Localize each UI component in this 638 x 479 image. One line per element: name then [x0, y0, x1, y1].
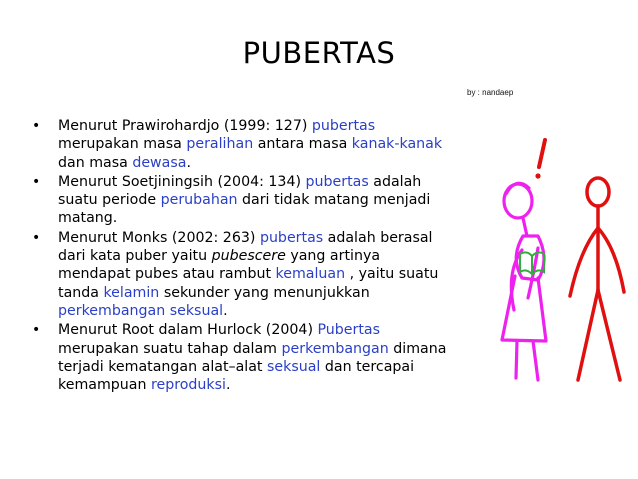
bullet-text: Menurut Root dalam Hurlock (2004) — [58, 322, 318, 339]
bullet-text: Menurut Monks (2002: 263) — [58, 229, 260, 246]
bullet-text: sekunder yang menunjukkan — [159, 284, 370, 301]
girl-figure — [502, 183, 546, 380]
bullet-dot-icon: • — [32, 173, 41, 190]
boy-figure — [570, 178, 624, 380]
highlighted-term: dewasa — [132, 154, 187, 171]
credit-text: by : nandaep — [467, 88, 514, 97]
bullet-text: dan tercapai kemampuan — [58, 358, 415, 394]
bullet-dot-icon: • — [32, 322, 41, 339]
bullet-text: dimana terjadi kematangan alat–alat — [58, 340, 447, 375]
bullet-text: dari tidak matang menjadi matang. — [58, 192, 431, 227]
highlighted-term: kanak-kanak — [351, 136, 443, 153]
italic-term: pubescere — [211, 248, 286, 265]
bullet-text: . — [223, 302, 228, 319]
bullet-text: yang artinya mendapat pubes atau rambut — [58, 248, 381, 283]
bullet-text: dan masa — [58, 154, 133, 171]
highlighted-term: pubertas — [311, 118, 376, 134]
bullet-text: Menurut Soetjiningsih (2004: 134) — [58, 173, 306, 190]
bullet-text: . — [186, 154, 191, 171]
highlighted-term: kelamin — [103, 284, 160, 301]
bullet-text: . — [225, 377, 231, 394]
highlighted-term: perkembangan seksual — [58, 302, 224, 319]
puberty-figures-illustration — [498, 130, 628, 400]
exclamation-icon — [535, 140, 545, 179]
highlighted-term: pubertas — [259, 229, 324, 246]
highlighted-term: seksual — [267, 358, 321, 375]
slide-title: PUBERTAS — [242, 36, 396, 70]
book-icon — [520, 252, 544, 274]
bullet-text: merupakan masa — [58, 136, 187, 153]
bullet-text: merupakan suatu tahap dalam — [58, 340, 282, 357]
highlighted-term: peralihan — [186, 136, 254, 153]
bullet-item — [32, 173, 452, 228]
bullet-item — [32, 117, 452, 172]
highlighted-term: perkembangan — [281, 340, 389, 357]
bullet-text: antara masa — [253, 136, 352, 153]
bullet-item — [32, 321, 452, 394]
bullet-text: , yaitu suatu tanda — [58, 266, 439, 301]
highlighted-term: Pubertas — [317, 322, 381, 339]
highlighted-term: perubahan — [160, 192, 238, 209]
bullet-dot-icon: • — [32, 229, 41, 246]
bullet-text: Menurut Prawirohardjo (1999: 127) — [58, 118, 312, 134]
highlighted-term: reproduksi — [150, 377, 226, 394]
bullet-text: adalah berasal dari kata puber yaitu — [58, 229, 433, 265]
highlighted-term: pubertas — [305, 173, 369, 190]
highlighted-term: kemaluan — [275, 266, 346, 283]
bullet-item — [32, 229, 452, 320]
bullet-list — [32, 117, 452, 395]
bullet-dot-icon: • — [32, 118, 41, 134]
bullet-text: adalah suatu periode — [58, 173, 422, 209]
